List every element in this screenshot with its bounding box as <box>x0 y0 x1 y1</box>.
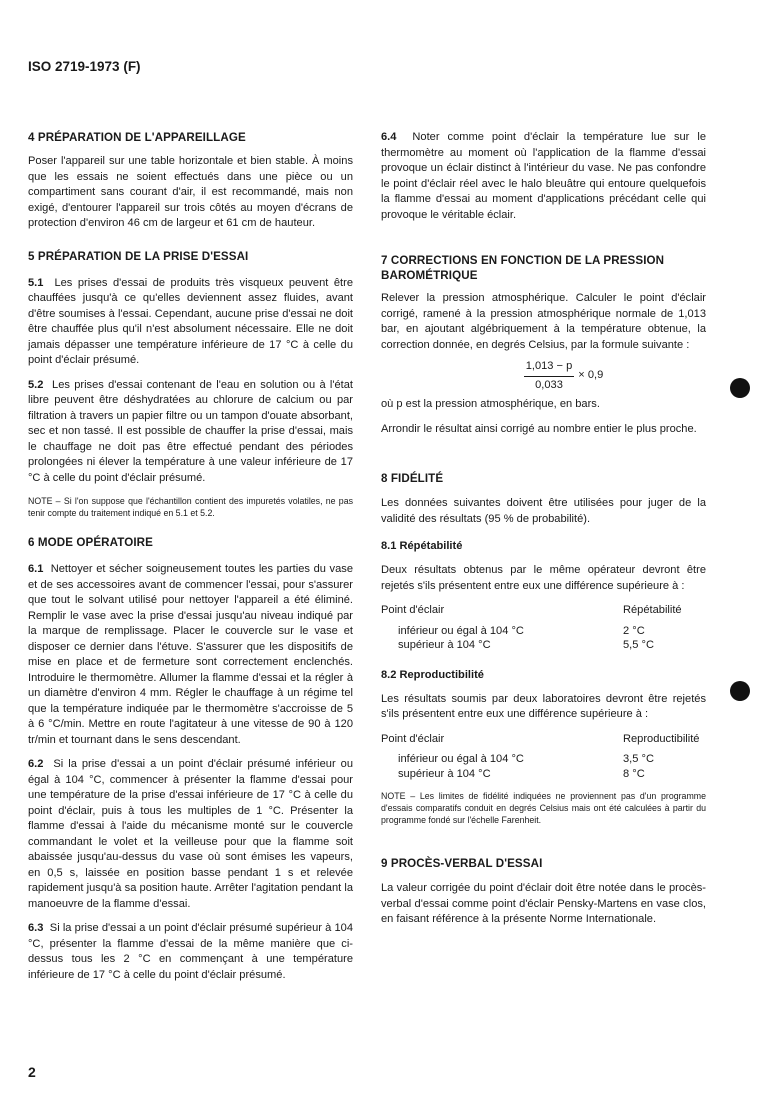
table-cell-label: supérieur à 104 °C <box>398 639 491 651</box>
formula-numerator: 1,013 − p <box>524 359 575 377</box>
formula-fraction <box>524 359 575 393</box>
formula-factor: × 0,9 <box>578 369 604 382</box>
section-8-2-title: 8.2 Reproductibilité <box>381 668 484 681</box>
table-header-row <box>381 603 706 618</box>
table-header-row <box>381 732 706 747</box>
section-6-1 <box>28 562 353 748</box>
section-6-3 <box>28 921 353 983</box>
table-row <box>381 752 706 767</box>
section-5-1-number: 5.1 <box>28 276 44 289</box>
section-7-title-line1: 7 CORRECTIONS EN FONCTION DE LA PRESSION <box>381 254 665 267</box>
table-cell-value: 5,5 °C <box>623 639 654 651</box>
section-6-2-text: Si la prise d'essai a un point d'éclair présumé inférieur ou égal à 104 °C, commencer à présenter la flamme d'essai pour une température de la prise d'essai inférieure de 17 °C à celle du point d'éclair, puis à tous les multiples de 1 °C. Présenter la flamme d'essai à l'aide du mécanisme monté sur le couvercle commandant le volet et la veilleuse pour que la flamme soit abaissée jusqu'au-dessus du vase où sont émises les vapeurs, en 0,5 s, laissée en position basse pendant 1 s et relevée rapidement jusqu'à sa position haute. Arrêter l'agitation pendant la manoeuvre de la flamme d'essai. <box>28 758 353 910</box>
section-4-title: 4 PRÉPARATION DE L'APPAREILLAGE <box>28 131 246 144</box>
formula-denominator: 0,033 <box>535 378 563 391</box>
section-5-2-text: Les prises d'essai contenant de l'eau en solution ou à l'état libre peuvent être déshydratées au chlorure de calcium ou par filtration à travers un papier filtre ou un tampon d'ouate absorbant, sec et non tassé. Il est possible de chauffer la prise d'essai, mais le chauffage ne doit pas être effectué pendant des périodes prolongées ni élever la température à une valeur inférieure de 17 °C à celle du point d'éclair présumé. <box>28 378 354 484</box>
column-header: Point d'éclair <box>381 604 445 616</box>
section-6-2-number: 6.2 <box>28 758 44 770</box>
section-6-1-number: 6.1 <box>28 563 44 575</box>
section-7-text: Relever la pression atmosphérique. Calculer le point d'éclair corrigé, ramené à la pression atmosphérique normale de 1,013 bar, en ajoutant algébriquement à la température obtenue, la correction donnée, en degrés Celsius, par la formule suivante : <box>381 292 706 351</box>
binder-hole <box>730 378 750 398</box>
column-header: Reproductibilité <box>623 732 700 745</box>
table-cell-label: supérieur à 104 °C <box>398 767 491 780</box>
section-8-intro: Les données suivantes doivent être utilisées pour juger de la validité des résultats (95 % de probabilité). <box>381 497 706 525</box>
section-9-text: La valeur corrigée du point d'éclair doit être notée dans le procès-verbal d'essai comme point d'éclair Pensky-Martens en vase clos, en faisant référence à la présente Norme Internationale. <box>381 882 706 925</box>
repeatability-table <box>381 603 706 653</box>
table-row <box>381 638 706 653</box>
correction-formula <box>421 359 706 393</box>
right-column <box>381 130 706 928</box>
section-6-title: 6 MODE OPÉRATOIRE <box>28 536 153 549</box>
section-5-2 <box>28 378 353 487</box>
section-6-4-number: 6.4 <box>381 131 397 143</box>
document-header: ISO 2719-1973 (F) <box>28 59 141 74</box>
section-7-title-line2: BAROMÉTRIQUE <box>381 269 478 282</box>
section-6-4 <box>381 130 706 223</box>
section-8-2-text: Les résultats soumis par deux laboratoires devront être rejetés s'ils présentent entre eux une différence supérieure à : <box>381 692 706 720</box>
table-cell-label: inférieur ou égal à 104 °C <box>398 624 524 637</box>
column-header: Point d'éclair <box>381 732 445 745</box>
section-9-title: 9 PROCÈS-VERBAL D'ESSAI <box>381 857 543 870</box>
section-5-note: NOTE – Si l'on suppose que l'échantillon contient des impuretés volatiles, ne pas tenir compte du traitement indiqué en 5.1 et 5.2. <box>28 496 353 518</box>
section-5-1 <box>28 276 353 369</box>
section-6-4-text: Noter comme point d'éclair la température lue sur le thermomètre au moment où l'application de la flamme d'essai provoque un éclair distinct à l'intérieur du vase. Ne pas confondre le point d'éclair réel avec le halo bleuâtre qui entoure quelquefois la flamme d'essai au moment d'applications précédant celle qui provoque le véritable éclair. <box>381 131 706 221</box>
section-8-1-title: 8.1 Répétabilité <box>381 540 463 552</box>
section-5-1-text: Les prises d'essai de produits très visqueux peuvent être chauffées jusqu'à ce qu'elles deviennent assez fluides, avant d'être soumises à l'essai. Cependant, aucune prise d'essai ne doit être chauffée plus qu'il n'est absolument nécessaire. Elle ne doit jamais dépasser une température inférieure de 17 °C à celle du point d'éclair présumé. <box>28 276 353 366</box>
page-number: 2 <box>28 1064 36 1080</box>
section-8-note: NOTE – Les limites de fidélité indiquées ne proviennent pas d'un programme d'essais comparatifs conduit en degrés Celsius mais ont été calculées à partir du programme fondé sur l'échelle Farenheit. <box>381 791 706 825</box>
table-cell-value: 2 °C <box>623 624 645 637</box>
reproducibility-table <box>381 732 706 782</box>
table-cell-label: inférieur ou égal à 104 °C <box>398 753 524 765</box>
section-5-title: 5 PRÉPARATION DE LA PRISE D'ESSAI <box>28 249 249 263</box>
section-6-2 <box>28 757 353 912</box>
table-cell-value: 3,5 °C <box>623 753 654 765</box>
table-cell-value: 8 °C <box>623 767 645 780</box>
section-6-1-text: Nettoyer et sécher soigneusement toutes les parties du vase et de ses accessoires avant de commencer l'essai, pour s'assurer que tout le solvant utilisé pour nettoyer l'appareil a été éliminé. Remplir le vase avec la prise d'essai jusqu'au niveau indiqué par la marque de remplissage. Placer le couvercle sur le vase et disposer ce dernier dans l'étuve. S'assurer que les dispositifs de mise en place et de fermeture sont correctement enclenchés. Introduire le thermomètre. Allumer la flamme d'essai et la régler à un diamètre d'environ 4 mm. Régler le chauffage à un régime tel que la température indiquée par le thermomètre s'accroisse de 5 à 6 °C/min. Mettre en route l'agitateur à une vitesse de 90 à 120 tr/min et tournant dans le sens descendant. <box>28 563 353 746</box>
table-row <box>381 767 706 782</box>
section-7-title <box>381 253 706 283</box>
column-header: Répétabilité <box>623 604 682 616</box>
section-8-1-text: Deux résultats obtenus par le même opérateur devront être rejetés s'ils présentent entre eux une différence supérieure à : <box>381 564 706 592</box>
binder-hole <box>730 681 750 701</box>
section-5-2-number: 5.2 <box>28 378 44 391</box>
table-row <box>381 624 706 639</box>
left-column <box>28 130 353 983</box>
section-6-3-text: Si la prise d'essai a un point d'éclair présumé supérieur à 104 °C, présenter la flamme d'essai de la même manière que ci-dessus tous les 2 °C en commençant à une température inférieure de 17 °C à celle du point d'éclair présumé. <box>28 922 353 981</box>
section-8-title: 8 FIDÉLITÉ <box>381 472 444 485</box>
section-7-rounding: Arrondir le résultat ainsi corrigé au nombre entier le plus proche. <box>381 422 697 435</box>
section-7-where: où p est la pression atmosphérique, en bars. <box>381 398 600 410</box>
section-4-text: Poser l'appareil sur une table horizontale et bien stable. À moins que les essais ne soient effectués dans une pièce ou un compartiment sans courant d'air, il est recommandé, mais non exigé, d'entourer l'appareil sur trois côtés au moyen d'écrans de protection d'environ 46 cm de largeur et 61 cm de hauteur. <box>28 155 353 229</box>
section-6-3-number: 6.3 <box>28 922 44 934</box>
